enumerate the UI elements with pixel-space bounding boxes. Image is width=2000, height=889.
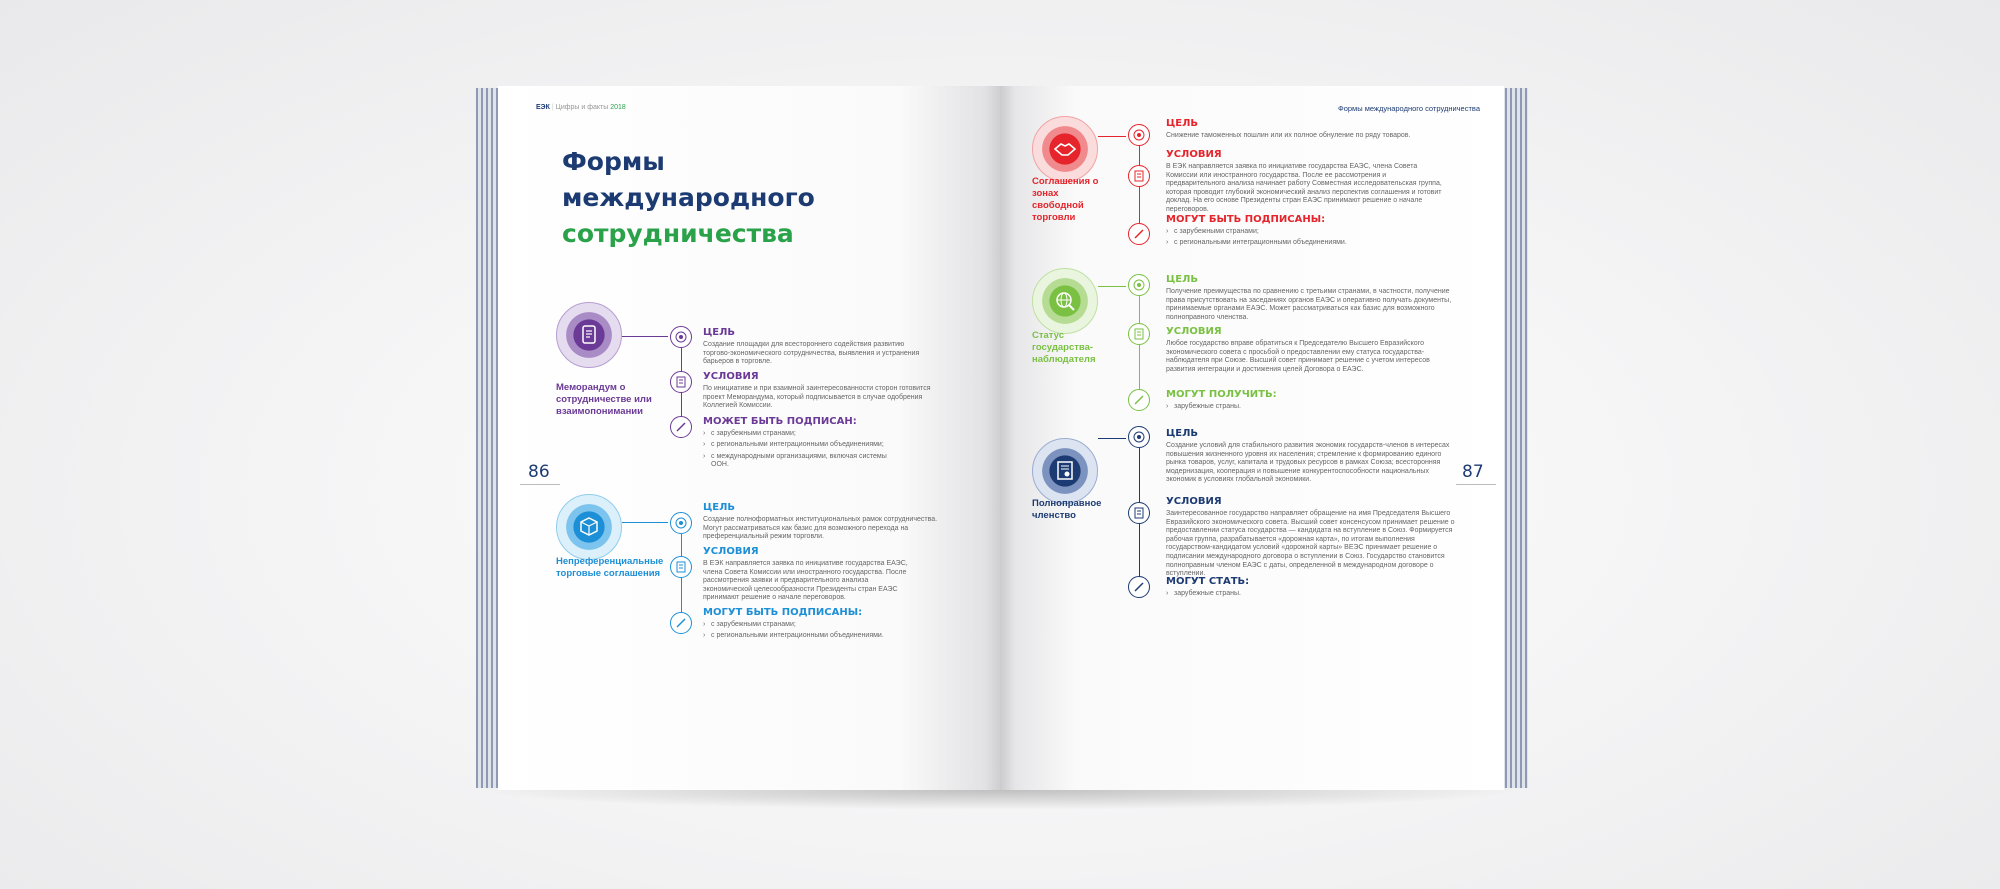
signatory-item: › с зарубежными странами; [703, 621, 903, 629]
conditions-title: УСЛОВИЯ [1166, 326, 1222, 337]
title-line-3: сотрудничества [562, 219, 794, 248]
checklist-icon [670, 556, 692, 578]
title-line-1: Формы [562, 147, 665, 176]
signatory-item: › зарубежные страны. [1166, 403, 1366, 411]
goal-text: Создание условий для стабильного развития экономик государств-членов в интересах повышения жизненного уровня их населения; стремление к формированию единого рынка товаров, услуг, капитала и трудовых ресурсов в рамках Союза; всесторонняя модернизация, кооперация и повышение конкурентоспособности национальных экономик в условиях глобальной экономики. [1166, 442, 1450, 484]
signatories-block [1166, 214, 1366, 251]
section-label: Соглашения о зонах свободной торговли [1032, 176, 1099, 223]
globe-search-icon [1032, 268, 1098, 334]
handshake-icon [1032, 116, 1098, 182]
checklist-icon [670, 371, 692, 393]
goal-title: ЦЕЛЬ [703, 327, 736, 338]
section-label: Статус государства-наблюдателя [1032, 330, 1096, 365]
target-icon [670, 512, 692, 534]
right-page [1000, 86, 1504, 790]
goal-title: ЦЕЛЬ [1166, 428, 1199, 439]
goal-block [703, 502, 941, 542]
signatories-title: МОГУТ БЫТЬ ПОДПИСАНЫ: [1166, 214, 1326, 225]
signatories-title: МОГУТ БЫТЬ ПОДПИСАНЫ: [703, 607, 863, 618]
target-icon [670, 326, 692, 348]
signatory-item: › с зарубежными странами; [1166, 228, 1366, 236]
checklist-icon [1128, 502, 1150, 524]
signatories-title: МОЖЕТ БЫТЬ ПОДПИСАН: [703, 416, 857, 427]
conditions-text: Заинтересованное государство направляет обращение на имя Председателя Высшего Евразийского экономического совета. Высший совет консенсусом принимает решение о предоставлении статуса государства — кандидата на вступление в Союз. Формируется рабочая группа, разрабатывается «дорожная карта», по итогам выполнения государством-кандидатом условий «дорожной карты» ВЕЭС принимает решение о подписании международного договора о вступлении в Союз. Государство становится полноправным членом ЕАЭС с даты, определенной в международном договоре о вступлении. [1166, 510, 1455, 578]
pen-icon [1128, 576, 1150, 598]
connector-line [1098, 136, 1126, 137]
target-icon [1128, 124, 1150, 146]
header-org: ЕЭК [536, 104, 550, 111]
connector-line [1098, 286, 1126, 287]
signatory-item: › с зарубежными странами; [703, 430, 903, 438]
conditions-block [1166, 326, 1456, 374]
checklist-icon [1128, 165, 1150, 187]
page-number-left: 86 [528, 462, 550, 482]
signatory-item: › с региональными интеграционными объединениями. [703, 632, 903, 640]
left-page [498, 86, 1000, 790]
conditions-block [703, 371, 933, 411]
header-right: Формы международного сотрудничества [1338, 104, 1480, 113]
signatory-item: › с международными организациями, включая системы ООН. [703, 453, 903, 470]
goal-title: ЦЕЛЬ [703, 502, 736, 513]
connector-line [1098, 438, 1126, 439]
conditions-text: В ЕЭК направляется заявка по инициативе государства ЕАЭС, члена Совета Комиссии или иностранного государства. После ее рассмотрения и предварительного анализа начинает работу Совместная исследовательская группа, которая проводит глубокий экономический анализ перспектив соглашения и готовит доклад. На его основе Президенты стран ЕАЭС принимают решение о начале переговоров. [1166, 163, 1442, 213]
page-number-rule-right [1456, 484, 1496, 485]
conditions-block [1166, 496, 1456, 579]
connector-line [622, 336, 668, 337]
conditions-text: В ЕЭК направляется заявка по инициативе государства ЕАЭС, члена Совета Комиссии или иностранного государства. После рассмотрения заявки и предварительного анализа экономической целесообразности Президенты стран ЕАЭС принимают решение о начале переговоров. [703, 560, 908, 602]
conditions-title: УСЛОВИЯ [703, 546, 759, 557]
pen-icon [670, 612, 692, 634]
page-number-rule-left [520, 484, 560, 485]
goal-title: ЦЕЛЬ [1166, 118, 1199, 129]
section-label: Полноправное членство [1032, 498, 1102, 521]
conditions-text: По инициативе и при взаимной заинтересованности сторон готовится проект Меморандума, который подписывается в случае одобрения Коллегией Комиссии. [703, 385, 931, 410]
signatory-item: › с региональными интеграционными объединениями; [703, 441, 903, 449]
right-page-stack [1500, 88, 1528, 788]
signatories-block [703, 607, 903, 644]
section-label: Непреференциальные торговые соглашения [556, 556, 664, 579]
connector-line [622, 522, 668, 523]
goal-block [1166, 118, 1436, 141]
goal-text: Создание полноформатных институциональных рамок сотрудничества. Могут рассматриваться как базис для возможного перехода на преференциальный режим торговли. [703, 516, 938, 541]
signatories-block [1166, 576, 1366, 601]
signatories-title: МОГУТ ПОЛУЧИТЬ: [1166, 389, 1277, 400]
conditions-block [1166, 149, 1446, 215]
signatory-item: › с региональными интеграционными объединениями. [1166, 239, 1366, 247]
pen-icon [1128, 389, 1150, 411]
conditions-title: УСЛОВИЯ [1166, 496, 1222, 507]
goal-text: Создание площадки для всестороннего содействия развитию торгово-экономического сотрудничества, выявления и устранения барьеров в торговле. [703, 341, 920, 366]
page-number-right: 87 [1462, 462, 1484, 482]
conditions-title: УСЛОВИЯ [703, 371, 759, 382]
target-icon [1128, 274, 1150, 296]
header-year: 2018 [610, 104, 626, 111]
section-label: Меморандум о сотрудничестве или взаимопонимании [556, 382, 652, 417]
goal-block [1166, 274, 1456, 322]
goal-block [703, 327, 933, 367]
goal-text: Получение преимущества по сравнению с третьими странами, в частности, получение права присутствовать на заседаниях органов ЕАЭС и оперативно получать документы, принимаемые органами ЕАЭС. Может рассматриваться как базис для возможного полноправного членства. [1166, 288, 1452, 321]
scroll-icon [556, 302, 622, 368]
checklist-icon [1128, 323, 1150, 345]
timeline-stem [1139, 296, 1140, 400]
goal-title: ЦЕЛЬ [1166, 274, 1199, 285]
header-left: ЕЭК | Цифры и факты 2018 [536, 104, 626, 111]
signatories-block [1166, 389, 1366, 414]
goal-block [1166, 428, 1456, 485]
target-icon [1128, 426, 1150, 448]
signatory-item: › зарубежные страны. [1166, 590, 1366, 598]
signatories-block [703, 416, 903, 473]
conditions-title: УСЛОВИЯ [1166, 149, 1222, 160]
cube-icon [556, 494, 622, 560]
pen-icon [670, 416, 692, 438]
conditions-text: Любое государство вправе обратиться к Председателю Высшего Евразийского экономического совета с просьбой о предоставлении ему статуса государства-наблюдателя при Союзе. Высший совет принимает решение с учетом интересов развития интеграции и достижения целей Договора о ЕАЭС. [1166, 340, 1430, 373]
goal-text: Снижение таможенных пошлин или их полное обнуление по ряду товаров. [1166, 132, 1411, 139]
header-text: Цифры и факты [555, 104, 609, 111]
page-title [562, 144, 815, 252]
conditions-block [703, 546, 913, 603]
signatories-title: МОГУТ СТАТЬ: [1166, 576, 1250, 587]
pen-icon [1128, 223, 1150, 245]
title-line-2: международного [562, 183, 815, 212]
certificate-icon [1032, 438, 1098, 504]
